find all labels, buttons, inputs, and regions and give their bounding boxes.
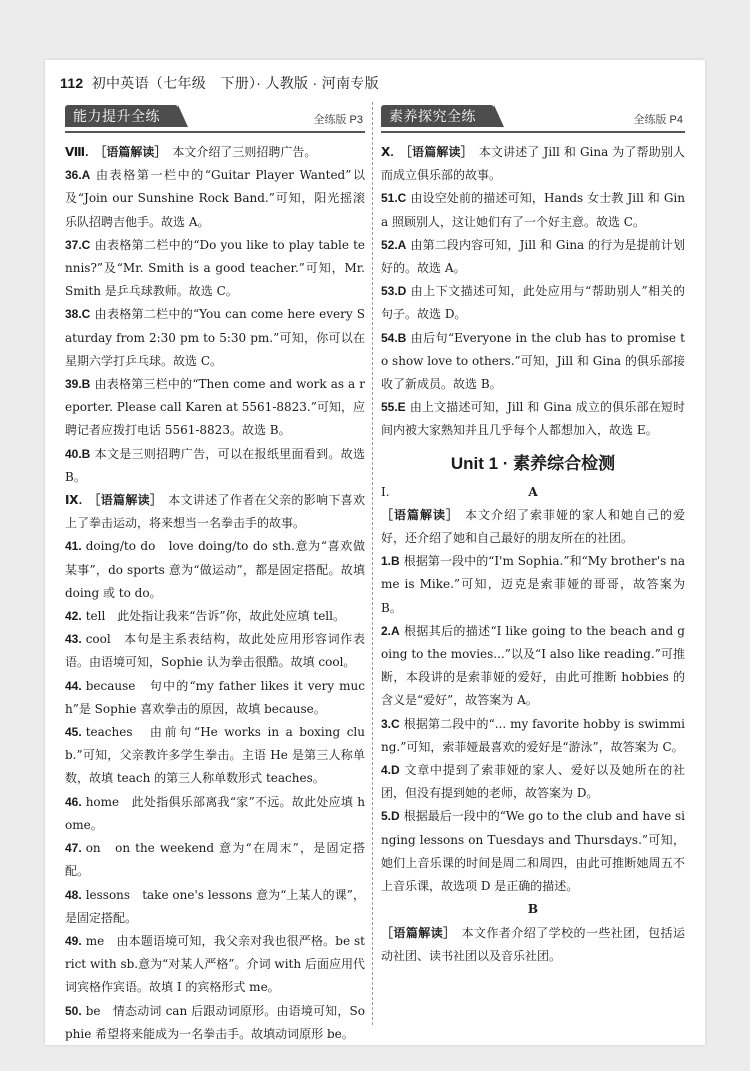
passage-label-b: B <box>527 902 539 917</box>
answer-text: tell 此处指让我来“告诉”你，故此处应填 tell。 <box>85 609 345 624</box>
answer-number: Ⅷ. <box>65 145 89 159</box>
answer-text: 由表格第一栏中的“Guitar Player Wanted”以及“Join our Sunshine Rock Band.”可知，阳光摇滚乐队招聘吉他手。故选 A。 <box>65 168 365 229</box>
answer-text: cool 本句是主系表结构，故此处应用形容词作表语。由语境可知，Sophie 认为拳击很酷。故填 cool。 <box>65 632 365 670</box>
summary-tag: ［语篇解读］ <box>88 493 163 508</box>
answer-item <box>65 489 365 535</box>
answer-text: me 由本题语境可知，我父亲对我也很严格。be strict with sb.意为“对某人严格”。介词 with 后面应用代词宾格作宾语。故填 I 的宾格形式 me。 <box>65 933 365 995</box>
answer-text: home 此处指俱乐部离我“家”不远。故此处应填 home。 <box>65 794 365 832</box>
answer-number: 3.C <box>381 716 400 731</box>
answer-text: 本文介绍了三则招聘广告。 <box>172 145 317 159</box>
answer-text: teaches 由前句“He works in a boxing club.”可知，父亲教许多学生拳击。主语 He 是第三人称单数，故填 teach 的第三人称单数形式 teaches。 <box>65 725 365 786</box>
answer-text: 本文讲述了 Jill 和 Gina 为了帮助别人而成立俱乐部的故事。 <box>381 145 686 183</box>
answer-number: 37.C <box>65 237 91 252</box>
summary-tag: ［语篇解读］ <box>381 507 459 522</box>
answer-item <box>65 884 365 930</box>
answer-number: 50. <box>65 1003 82 1018</box>
answer-number: Ⅸ. <box>65 493 83 508</box>
answer-number: 38.C <box>65 307 91 322</box>
summary-text: 本文作者介绍了学校的一些社团，包括运动社团、读书社团以及音乐社团。 <box>381 925 685 963</box>
answer-item <box>65 373 365 443</box>
answer-text: 根据最后一段中的“We go to the club and have singing lessons on Tuesdays and Thursdays.”可知，她们上音乐课的时间是周二和周四，由此可推断她周五不上音乐课，故选项 D 是正确的描述。 <box>381 809 685 894</box>
answer-text: 根据第二段中的“... my favorite hobby is swimming.”可知，索菲娅最喜欢的爱好是“游泳”，故答案为 C。 <box>381 716 685 754</box>
answer-item <box>65 675 365 721</box>
passage-summary-b <box>381 922 685 968</box>
answer-item <box>65 141 365 164</box>
answer-number: 39.B <box>65 377 91 392</box>
summary-text: 本文介绍了索菲娅的家人和她自己的爱好，还介绍了她和自己最好的朋友所在的社团。 <box>381 507 685 546</box>
answer-number: 2.A <box>381 623 400 638</box>
answer-item <box>65 930 365 1000</box>
answer-number: 53.D <box>381 284 407 299</box>
answer-number: 42. <box>65 609 82 624</box>
answer-item <box>381 280 685 326</box>
practice-reference: 全练版 P4 <box>633 114 683 126</box>
answer-item <box>65 1000 365 1045</box>
section-badge-literacy: 素养探究全练 <box>381 105 494 127</box>
right-answer-list <box>381 141 685 443</box>
answer-number: 54.B <box>381 330 407 345</box>
answer-item <box>65 443 365 489</box>
answer-item <box>65 721 365 791</box>
answer-item <box>65 164 365 234</box>
answer-number: 4.D <box>381 763 400 778</box>
answer-item <box>381 234 685 280</box>
answer-item <box>381 713 685 759</box>
answer-text: because 句中的“my father likes it very much”是 Sophie 喜欢拳击的原因，故填 because。 <box>65 678 365 716</box>
answer-item <box>381 327 685 397</box>
answer-number: 5.D <box>381 809 400 824</box>
book-title: 初中英语（七年级 下册）· 人教版 · 河南专版 <box>91 75 379 91</box>
answer-text: 由表格第二栏中的“Do you like to play table tennis?”及“Mr. Smith is a good teacher.”可知，Mr. Smith 是乒乓球教师。故选 C。 <box>65 237 365 299</box>
answer-item <box>381 141 685 187</box>
answer-text: 由上下文描述可知，此处应用与“帮助别人”相关的句子。故选 D。 <box>381 284 685 322</box>
answer-text: 由表格第三栏中的“Then come and work as a reporter. Please call Karen at 5561-8823.”可知，应聘记者应拨打电话 5561-8823。故选 B。 <box>65 377 365 438</box>
left-answer-list <box>65 141 365 1045</box>
answer-text: 根据其后的描述“I like going to the beach and going to the movies...”以及“I also like reading.”可推断，本段讲的是索菲娅的爱好，由此可推断 hobbies 的含义是“爱好”，故答案为 A。 <box>381 623 685 708</box>
answer-text: 由上文描述可知，Jill 和 Gina 成立的俱乐部在短时间内被大家熟知并且几乎每个人都想加入，故选 E。 <box>381 400 685 438</box>
answer-number: 44. <box>65 678 82 693</box>
summary-tag: ［语篇解读］ <box>94 145 167 159</box>
section-heading-a <box>381 481 685 504</box>
answer-number: 51.C <box>381 191 407 206</box>
answer-number: 40.B <box>65 446 91 461</box>
page-number: 112 <box>60 75 84 91</box>
right-column <box>381 105 685 968</box>
answer-number: Ⅹ. <box>381 145 394 159</box>
answer-number: 47. <box>65 841 82 856</box>
document-page <box>45 60 705 1045</box>
answer-number: 48. <box>65 887 82 902</box>
left-column <box>65 105 365 1045</box>
page-header <box>60 73 705 95</box>
right-column-header <box>381 105 685 133</box>
unit-title: Unit 1 · 素养综合检测 <box>450 453 616 473</box>
answer-text: 根据第一段中的“I'm Sophia.”和“My brother's name is Mike.”可知，迈克是索菲娅的哥哥，故答案为 B。 <box>381 554 685 615</box>
answer-item <box>381 396 685 442</box>
answer-item <box>65 234 365 304</box>
answer-number: 41. <box>65 539 82 554</box>
answer-number: 1.B <box>381 554 400 569</box>
practice-reference: 全练版 P3 <box>313 114 363 126</box>
passage-a-answer-list <box>381 550 685 898</box>
column-divider <box>372 102 373 1025</box>
answer-text: 由后句“Everyone in the club has to promise to show love to others.”可知，Jill 和 Gina 的俱乐部接收了新成员。故选 B。 <box>381 330 685 392</box>
answer-item <box>381 550 685 620</box>
section-badge-ability: 能力提升全练 <box>65 105 178 127</box>
answer-item <box>65 791 365 837</box>
answer-text: on on the weekend 意为“在周末”，是固定搭配。 <box>65 841 365 879</box>
answer-item <box>65 303 365 373</box>
answer-text: be 情态动词 can 后跟动词原形。由语境可知，Sophie 希望将来能成为一名拳击手。故填动词原形 be。 <box>65 1003 365 1041</box>
answer-text: lessons take one's lessons 意为“上某人的课”，是固定搭配。 <box>65 887 365 925</box>
summary-tag: ［语篇解读］ <box>399 145 473 159</box>
answer-number: 43. <box>65 632 82 647</box>
passage-label-a: A <box>528 484 538 499</box>
summary-tag: ［语篇解读］ <box>381 925 456 940</box>
roman-numeral: Ⅰ. <box>381 484 390 499</box>
answer-number: 49. <box>65 933 82 948</box>
answer-item <box>381 759 685 805</box>
answer-number: 52.A <box>381 237 407 252</box>
answer-number: 36.A <box>65 168 91 183</box>
answer-number: 46. <box>65 794 82 809</box>
answer-number: 45. <box>65 725 82 740</box>
answer-text: doing/to do love doing/to do sth.意为“喜欢做某事”，do sports 意为“做运动”，都是固定搭配。故填 doing 或 to do。 <box>65 539 365 600</box>
passage-summary-a <box>381 504 685 550</box>
answer-item <box>381 620 685 713</box>
answer-text: 本文讲述了作者在父亲的影响下喜欢上了拳击运动，将来想当一名拳击手的故事。 <box>65 493 365 531</box>
left-column-header <box>65 105 365 133</box>
answer-text: 由表格第二栏中的“You can come here every Saturday from 2:30 pm to 5:30 pm.”可知，你可以在星期六学打乒乓球。故选 C。 <box>65 307 365 368</box>
answer-text: 本文是三则招聘广告，可以在报纸里面看到。故选 B。 <box>65 446 365 484</box>
answer-item <box>65 837 365 883</box>
answer-item <box>381 187 685 233</box>
answer-item <box>65 628 365 674</box>
answer-text: 由设空处前的描述可知，Hands 女士教 Jill 和 Gina 照顾别人，这让她们有了一个好主意。故选 C。 <box>381 191 685 229</box>
answer-text: 文章中提到了索菲娅的家人、爱好以及她所在的社团，但没有提到她的老师，故答案为 D。 <box>381 763 685 801</box>
answer-item <box>65 605 365 628</box>
answer-item <box>381 805 685 898</box>
answer-text: 由第二段内容可知，Jill 和 Gina 的行为是提前计划好的。故选 A。 <box>381 237 685 276</box>
answer-number: 55.E <box>381 400 406 415</box>
answer-item <box>65 535 365 605</box>
